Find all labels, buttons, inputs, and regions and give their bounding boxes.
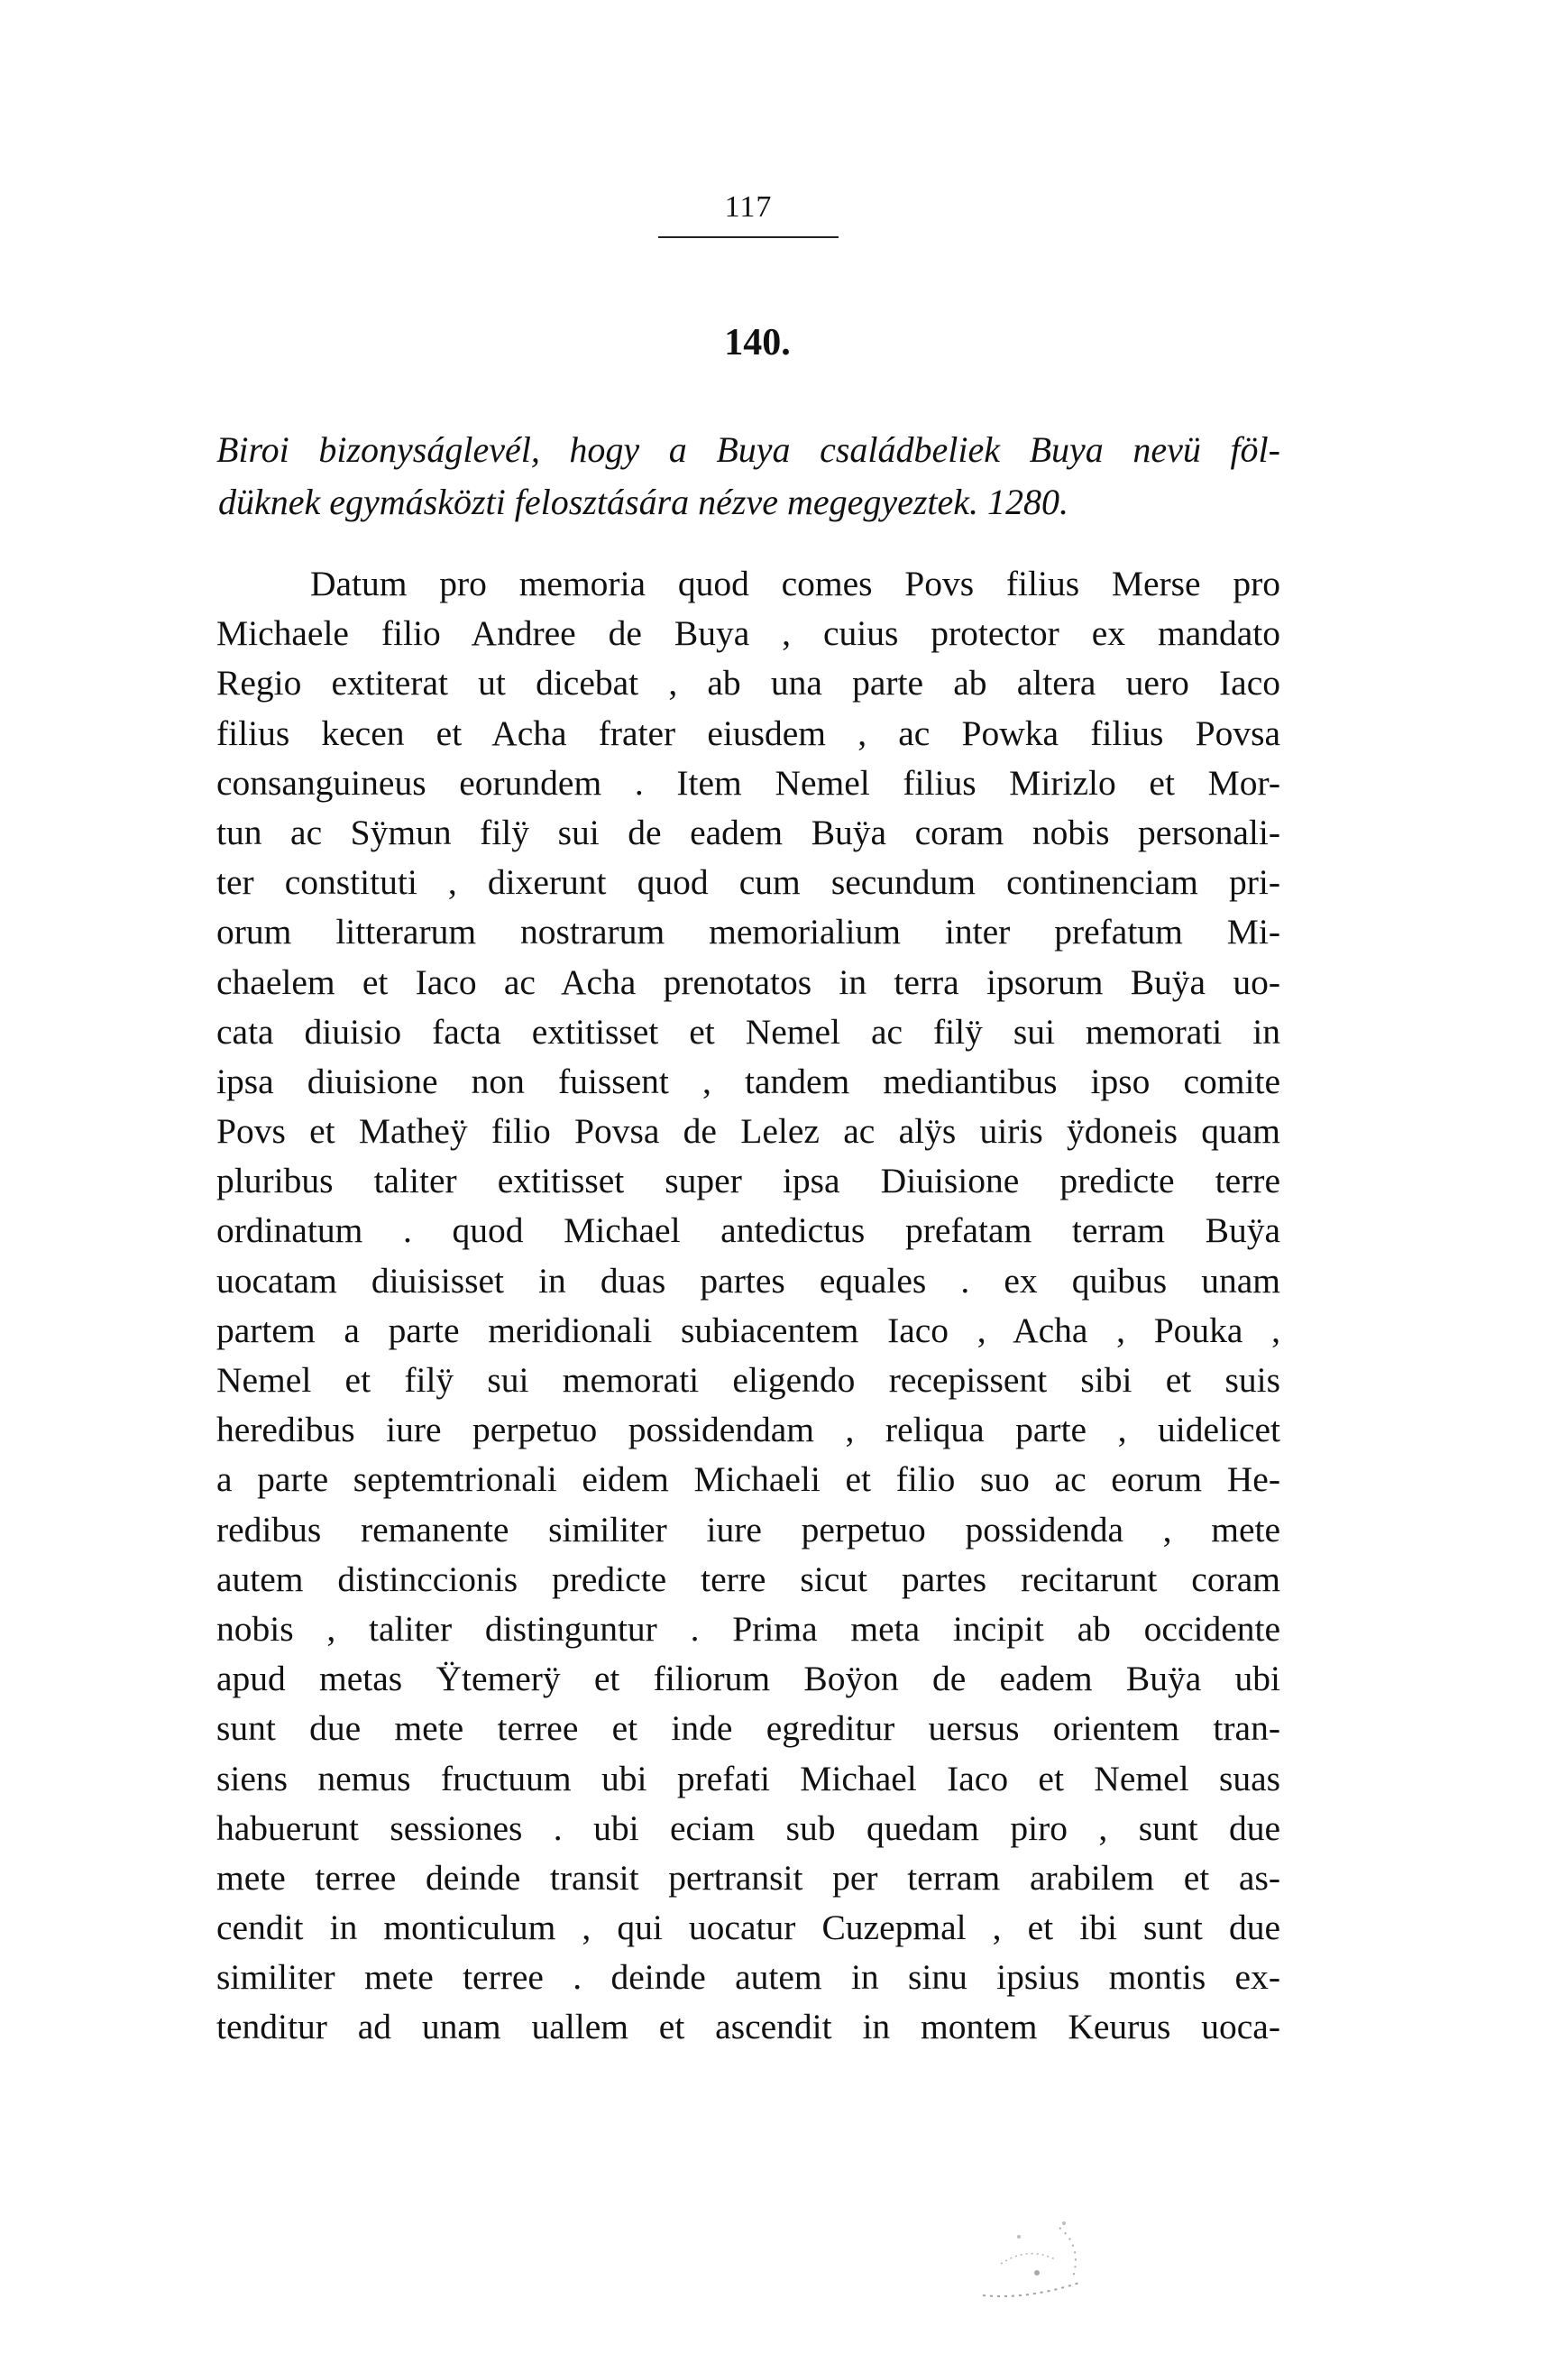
body-line: a parte septemtrionali eidem Michaeli et filio suo ac eorum He- [216, 1459, 1280, 1500]
body-line: siens nemus fructuum ubi prefati Michael Iaco et Nemel suas [216, 1758, 1280, 1798]
title-line: düknek egymásközti felosztására nézve megegyeztek. 1280. [218, 482, 1069, 522]
header-rule [658, 236, 839, 238]
body-line: ter constituti , dixerunt quod cum secundum continenciam pri- [216, 862, 1280, 903]
body-line: cata diuisio facta extitisset et Nemel ac filÿ sui memorati in [216, 1011, 1280, 1052]
body-line: ipsa diuisione non fuissent , tandem mediantibus ipso comite [216, 1061, 1280, 1101]
body-line: Nemel et filÿ sui memorati eligendo recepissent sibi et suis [216, 1360, 1280, 1400]
body-line: chaelem et Iaco ac Acha prenotatos in terra ipsorum Buÿa uo- [216, 961, 1280, 1002]
body-line: pluribus taliter extitisset super ipsa Diuisione predicte terre [216, 1161, 1280, 1201]
body-line: consanguineus eorundem . Item Nemel filius Mirizlo et Mor- [216, 762, 1280, 803]
body-line: Regio extiterat ut dicebat , ab una parte ab altera uero Iaco [216, 663, 1280, 703]
body-line: partem a parte meridionali subiacentem Iaco , Acha , Pouka , [216, 1310, 1280, 1350]
body-line: filius kecen et Acha frater eiusdem , ac Powka filius Povsa [216, 713, 1280, 753]
page-number: 117 [724, 190, 773, 224]
library-stamp-mark [974, 2210, 1109, 2309]
body-line: apud metas Ÿtemerÿ et filiorum Boÿon de eadem Buÿa ubi [216, 1659, 1280, 1699]
body-line: sunt due mete terree et inde egreditur uersus orientem tran- [216, 1708, 1280, 1749]
body-line: nobis , taliter distinguntur . Prima meta incipit ab occidente [216, 1608, 1280, 1649]
body-line: mete terree deinde transit pertransit per terram arabilem et as- [216, 1857, 1280, 1898]
body-line: habuerunt sessiones . ubi eciam sub quedam piro , sunt due [216, 1807, 1280, 1848]
document-number: 140. [724, 322, 791, 363]
body-line: orum litterarum nostrarum memorialium inter prefatum Mi- [216, 912, 1280, 952]
body-line: Povs et Matheÿ filio Povsa de Lelez ac alÿs uiris ÿdoneis quam [216, 1111, 1280, 1152]
body-line: Datum pro memoria quod comes Povs filius Merse pro [310, 564, 1280, 603]
body-line: ordinatum . quod Michael antedictus prefatam terram Buÿa [216, 1210, 1280, 1251]
body-text [216, 559, 1280, 2053]
body-line: similiter mete terree . deinde autem in sinu ipsius montis ex- [216, 1957, 1280, 1998]
document-title [216, 424, 1280, 529]
body-line: cendit in monticulum , qui uocatur Cuzepmal , et ibi sunt due [216, 1908, 1280, 1948]
body-line: redibus remanente similiter iure perpetuo possidenda , mete [216, 1509, 1280, 1549]
body-line: heredibus iure perpetuo possidendam , reliqua parte , uidelicet [216, 1410, 1280, 1450]
body-line: autem distinccionis predicte terre sicut partes recitarunt coram [216, 1559, 1280, 1599]
body-line: uocatam diuisisset in duas partes equales . ex quibus unam [216, 1260, 1280, 1301]
title-line: Biroi bizonyságlevél, hogy a Buya családbeliek Buya nevü föl- [216, 429, 1280, 470]
body-line: tenditur ad unam uallem et ascendit in montem Keurus uoca- [216, 2007, 1280, 2047]
body-line: Michaele filio Andree de Buya , cuius protector ex mandato [216, 613, 1280, 654]
body-line: tun ac Sÿmun filÿ sui de eadem Buÿa coram nobis personali- [216, 812, 1280, 852]
